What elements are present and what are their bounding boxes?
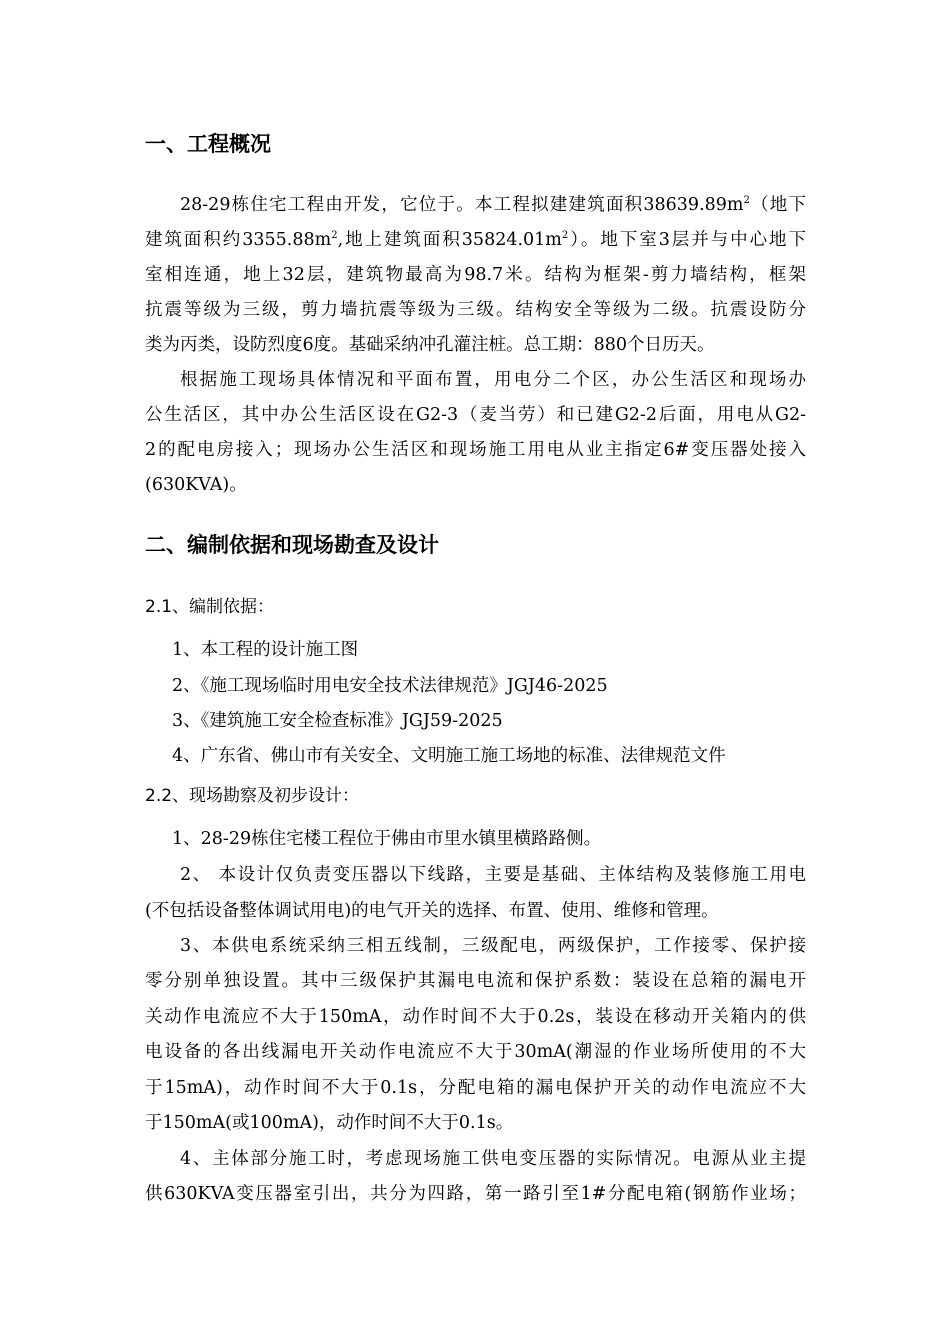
list-item: 1、本工程的设计施工图 bbox=[172, 640, 359, 660]
paragraph-line: 类为丙类，设防烈度6度。基础采纳冲孔灌注桩。总工期：880个日历天。 bbox=[145, 335, 715, 355]
paragraph-line: 2、 本设计仅负责变压器以下线路，主要是基础、主体结构及装修施工用电 bbox=[180, 865, 806, 885]
paragraph-line: 抗震等级为三级，剪力墙抗震等级为三级。结构安全等级为二级。抗震设防分 bbox=[145, 300, 806, 320]
paragraph-line: 关动作电流应不大于150mA，动作时间不大于0.2s，装设在移动开关箱内的供 bbox=[145, 1007, 806, 1027]
paragraph-line: 建筑面积约$3355.88m^2$,地上建筑面积$35824.01m^2$）。地下室3层并与中心地下 bbox=[145, 230, 806, 250]
paragraph-line: 电设备的各出线漏电开关动作电流应不大于30mA(潮湿的作业场所使用的不大 bbox=[145, 1042, 806, 1062]
paragraph-line: (不包括设备整体调试用电)的电气开关的选择、布置、使用、维修和管理。 bbox=[145, 901, 719, 921]
list-item: 1、28-29栋住宅楼工程位于佛由市里水镇里横路路侧。 bbox=[172, 829, 602, 849]
paragraph-line: 2的配电房接入；现场办公生活区和现场施工用电从业主指定6#变压器处接入 bbox=[145, 440, 806, 460]
paragraph-line: 28-29栋住宅工程由开发，它位于。本工程拟建建筑面积$38639.89m^2$（地下 bbox=[180, 195, 807, 215]
paragraph-line: 于15mA)，动作时间不大于0.1s，分配电箱的漏电保护开关的动作电流应不大 bbox=[145, 1078, 806, 1098]
section-heading-basis: 二、编制依据和现场勘查及设计 bbox=[145, 533, 439, 557]
paragraph-line: (630KVA)。 bbox=[145, 475, 247, 495]
list-item: 2、《施工现场临时用电安全技术法律规范》JGJ46-2025 bbox=[172, 676, 608, 696]
paragraph-line: 公生活区，其中办公生活区设在G2-3（麦当劳）和已建G2-2后面，用电从G2- bbox=[145, 405, 806, 425]
subsection-heading-survey: 2.2、现场勘察及初步设计： bbox=[145, 786, 360, 806]
paragraph-line: 根据施工现场具体情况和平面布置，用电分二个区，办公生活区和现场办 bbox=[180, 370, 806, 390]
list-item: 4、广东省、佛山市有关安全、文明施工施工场地的标准、法律规范文件 bbox=[172, 746, 726, 766]
subsection-heading-basis: 2.1、编制依据： bbox=[145, 597, 275, 617]
paragraph-line: 于150mA(或100mA)，动作时间不大于0.1s。 bbox=[145, 1113, 514, 1133]
paragraph-line: 3、本供电系统采纳三相五线制，三级配电，两级保护，工作接零、保护接 bbox=[180, 936, 806, 956]
section-heading-overview: 一、工程概况 bbox=[145, 132, 271, 156]
paragraph-line: 供630KVA变压器室引出，共分为四路，第一路引至1#分配电箱(钢筋作业场； bbox=[145, 1184, 806, 1204]
paragraph-line: 零分别单独设置。其中三级保护其漏电电流和保护系数：装设在总箱的漏电开 bbox=[145, 971, 806, 991]
paragraph-line: 室相连通，地上32层，建筑物最高为98.7米。结构为框架-剪力墙结构，框架 bbox=[145, 265, 806, 285]
paragraph-line: 4、主体部分施工时，考虑现场施工供电变压器的实际情况。电源从业主提 bbox=[180, 1149, 806, 1169]
list-item: 3、《建筑施工安全检查标准》JGJ59-2025 bbox=[172, 711, 503, 731]
